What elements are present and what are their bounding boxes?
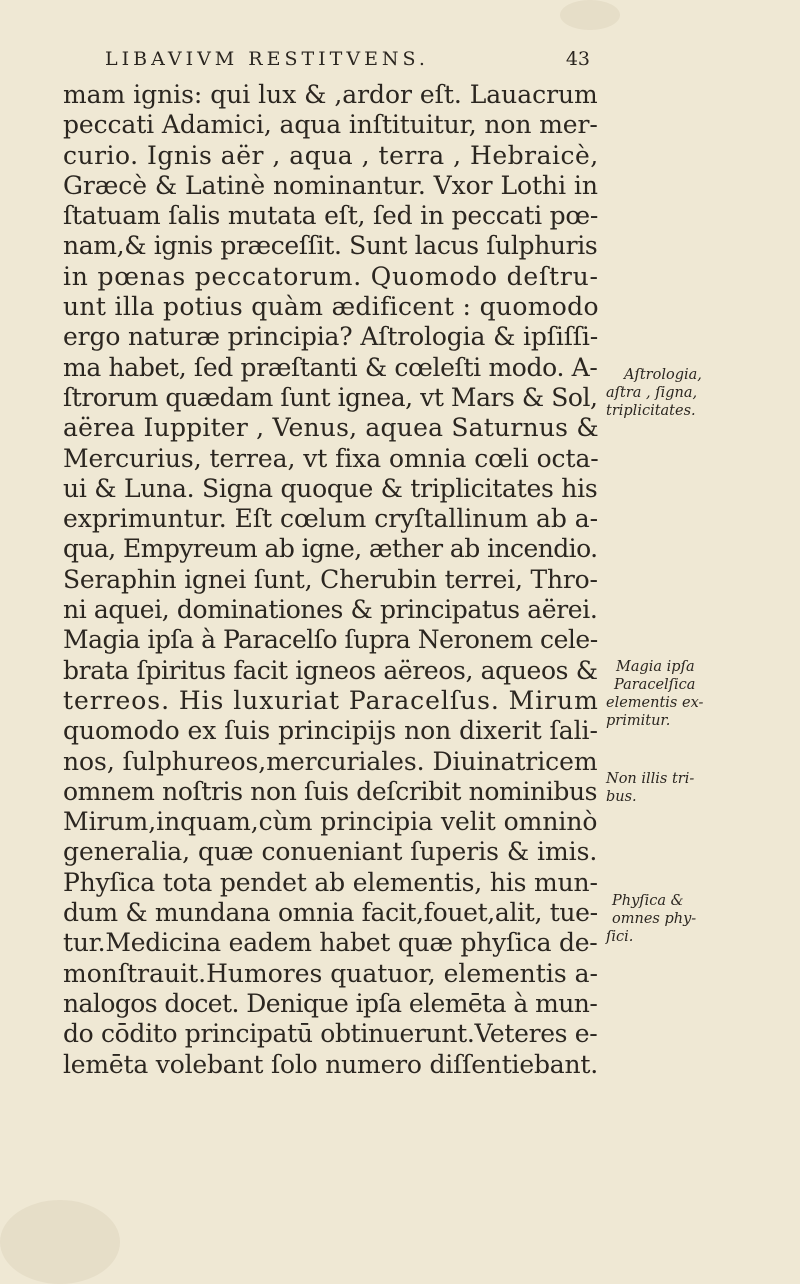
text-line: omnem noſtris non ſuis deſcribit nominibus xyxy=(63,776,598,806)
margin-note-line: primitur. xyxy=(606,713,671,729)
text-line: peccati Adamici, aqua inſtituitur, non mer- xyxy=(63,110,598,140)
margin-note-line: aſtra , ſigna, xyxy=(606,385,698,401)
margin-note-astrologia xyxy=(606,366,796,420)
text-line: brata ſpiritus facit igneos aëreos, aqueos & xyxy=(63,655,598,685)
margin-note-line: Paracelſica xyxy=(614,677,696,693)
text-line: ſtrorum quædam ſunt ignea, vt Mars & Sol, xyxy=(63,382,598,412)
text-line: do cōdito principatū obtinuerunt.Veteres e- xyxy=(63,1019,598,1049)
running-header xyxy=(105,48,590,70)
text-line: Mercurius, terrea, vt fixa omnia cœli octa- xyxy=(63,443,599,473)
margin-note-line: ſici. xyxy=(606,929,634,945)
text-line: curio. Ignis aër , aqua , terra , Hebraicè, xyxy=(63,140,599,170)
text-line: tur.Medicina eadem habet quæ phyſica de- xyxy=(63,928,598,958)
text-line: Mirum,inquam,cùm principia velit omninò xyxy=(63,807,598,837)
margin-note-line: Aſtrologia, xyxy=(624,367,702,383)
text-line: mam ignis: qui lux & ,ardor eſt. Lauacrum xyxy=(63,80,598,109)
text-line: lemēta volebant ſolo numero diſſentiebant. xyxy=(63,1049,598,1079)
text-line: in pœnas peccatorum. Quomodo deſtru- xyxy=(63,261,599,291)
text-line: unt illa potius quàm ædificent : quomodo xyxy=(63,292,599,322)
margin-note-magia xyxy=(606,658,796,730)
text-line: Seraphin ignei ſunt, Cherubin terrei, Thro- xyxy=(63,564,598,594)
text-line: exprimuntur. Eſt cœlum cryſtallinum ab a- xyxy=(63,504,599,534)
page-number: 43 xyxy=(565,48,590,70)
text-line: nalogos docet. Denique ipſa elemēta à mun- xyxy=(63,988,598,1018)
paper-stain xyxy=(0,1200,120,1284)
margin-note-line: Non illis tri- xyxy=(606,771,695,787)
margin-note-line: Phyſica & xyxy=(612,893,684,909)
margin-note-line: elementis ex- xyxy=(606,695,704,711)
text-line: Græcè & Latinè nominantur. Vxor Lothi in xyxy=(63,170,598,200)
paper-stain xyxy=(560,0,620,30)
text-line: terreos. His luxuriat Paracelſus. Mirum xyxy=(63,685,599,715)
text-line: ma habet, ſed præſtanti & cœleſti modo. A- xyxy=(63,352,598,382)
text-line: nos, ſulphureos,mercuriales. Diuinatricem xyxy=(63,746,598,776)
margin-note-physica xyxy=(606,892,796,946)
text-line: qua, Empyreum ab igne, æther ab incendio. xyxy=(63,534,598,564)
text-line: nam,& ignis præceſſit. Sunt lacus ſulphuris xyxy=(63,231,598,261)
margin-note-line: omnes phy- xyxy=(612,911,697,927)
text-line: quomodo ex ſuis principijs non dixerit ſali- xyxy=(63,716,598,746)
margin-note-line: bus. xyxy=(606,789,637,805)
margin-note-non-illis xyxy=(606,770,796,806)
text-line: Magia ipſa à Paracelſo ſupra Neronem cele- xyxy=(63,625,598,655)
text-line: Phyſica tota pendet ab elementis, his mun- xyxy=(63,867,598,897)
running-title: LIBAVIVM RESTITVENS. xyxy=(105,48,429,70)
text-line: ni aquei, dominationes & principatus aërei. xyxy=(63,595,598,625)
text-line: ſtatuam ſalis mutata eſt, ſed in peccati pœ- xyxy=(63,201,599,231)
margin-note-line: Magia ipſa xyxy=(616,659,695,675)
body-text xyxy=(63,80,603,1080)
text-line: aërea Iuppiter , Venus, aquea Saturnus & xyxy=(63,413,599,443)
text-line: ergo naturæ principia? Aſtrologia & ipſiſſi- xyxy=(63,322,599,352)
text-line: generalia, quæ conueniant ſuperis & imis. xyxy=(63,837,598,867)
margin-note-line: triplicitates. xyxy=(606,403,696,419)
text-line: ui & Luna. Signa quoque & triplicitates his xyxy=(63,473,598,503)
text-line: monſtrauit.Humores quatuor, elementis a- xyxy=(63,958,598,988)
text-line: dum & mundana omnia facit,fouet,alit, tue- xyxy=(63,898,598,928)
